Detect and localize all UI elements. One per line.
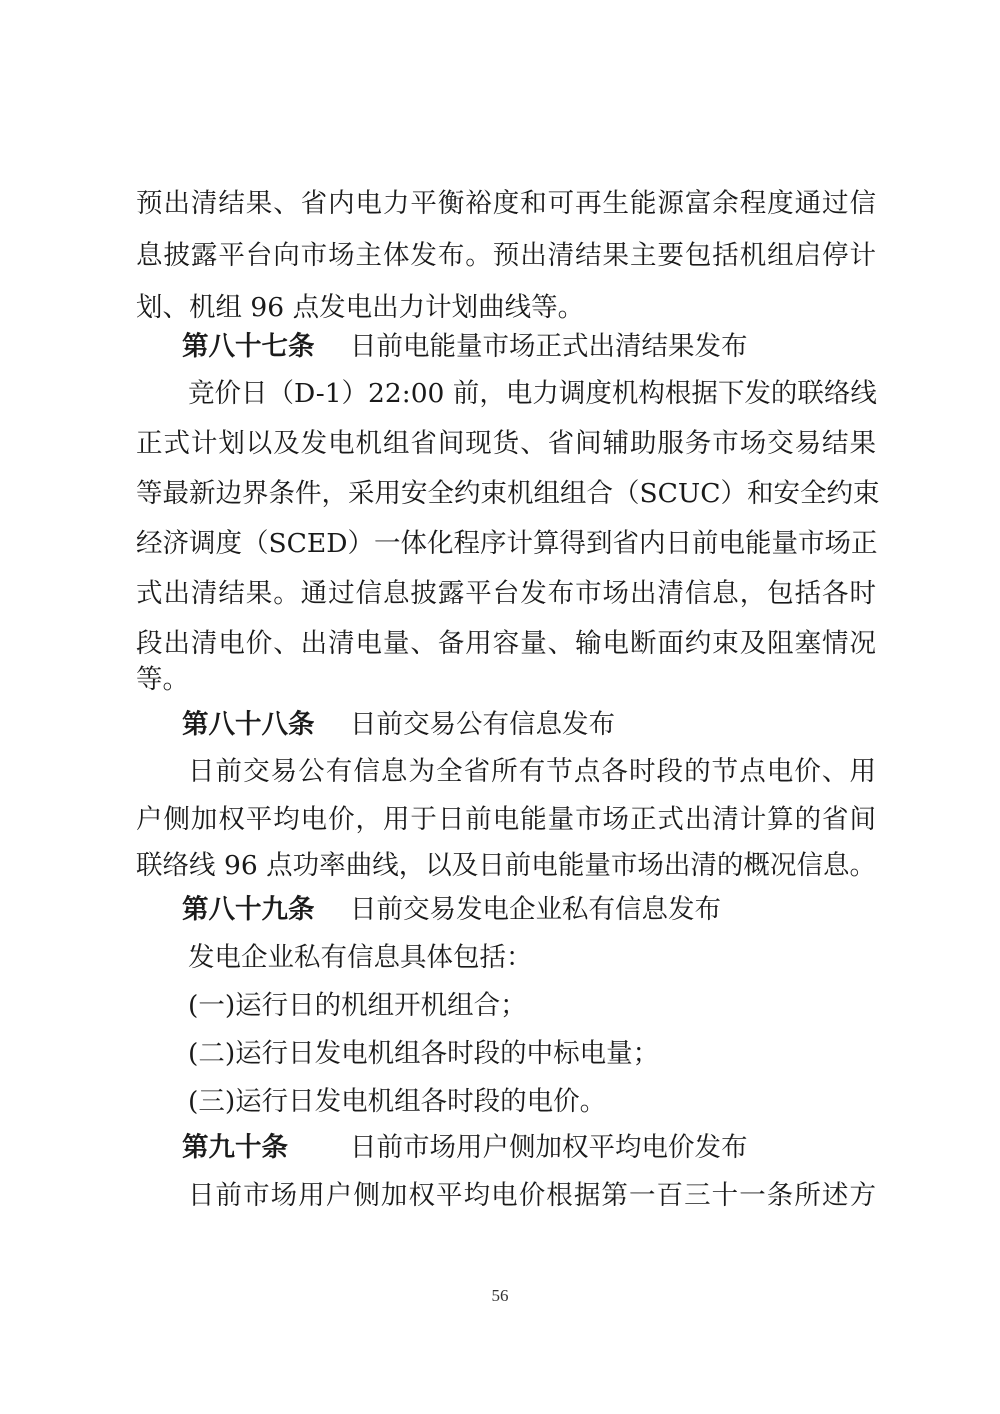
article-title: 日前交易公有信息发布 bbox=[350, 709, 615, 740]
article-number: 第八十九条 bbox=[182, 894, 315, 925]
body-line: 等最新边界条件，采用安全约束机组组合（SCUC）和安全约束 bbox=[136, 478, 880, 509]
article-heading-90 bbox=[182, 1128, 748, 1168]
body-line: 户侧加权平均电价，用于日前电能量市场正式出清计算的省间 bbox=[136, 804, 876, 835]
body-line: 预出清结果、省内电力平衡裕度和可再生能源富余程度通过信 bbox=[136, 188, 876, 219]
article-title: 日前电能量市场正式出清结果发布 bbox=[350, 331, 748, 362]
article-heading-87 bbox=[182, 327, 748, 367]
list-item: (二)运行日发电机组各时段的中标电量； bbox=[188, 1038, 660, 1069]
page-number: 56 bbox=[491, 1286, 509, 1305]
article-heading-88 bbox=[182, 705, 615, 745]
article-number: 第八十七条 bbox=[182, 331, 315, 362]
list-item: (三)运行日发电机组各时段的电价。 bbox=[188, 1086, 607, 1117]
article-title: 日前市场用户侧加权平均电价发布 bbox=[350, 1132, 748, 1163]
article-heading-89 bbox=[182, 890, 721, 930]
body-line: 息披露平台向市场主体发布。预出清结果主要包括机组启停计 bbox=[136, 240, 876, 271]
body-line: 划、机组 96 点发电出力计划曲线等。 bbox=[136, 292, 585, 323]
body-line: 经济调度（SCED）一体化程序计算得到省内日前电能量市场正 bbox=[136, 528, 878, 559]
body-line: 等。 bbox=[136, 664, 189, 695]
body-line: 日前市场用户侧加权平均电价根据第一百三十一条所述方 bbox=[188, 1180, 876, 1211]
body-line: 联络线 96 点功率曲线，以及日前电能量市场出清的概况信息。 bbox=[136, 850, 876, 881]
body-line: 发电企业私有信息具体包括： bbox=[188, 942, 533, 973]
article-number: 第九十条 bbox=[182, 1132, 288, 1163]
body-line: 竞价日（D-1）22:00 前，电力调度机构根据下发的联络线 bbox=[188, 378, 877, 409]
article-number: 第八十八条 bbox=[182, 709, 315, 740]
list-item: (一)运行日的机组开机组合； bbox=[188, 990, 527, 1021]
body-line: 段出清电价、出清电量、备用容量、输电断面约束及阻塞情况 bbox=[136, 628, 876, 659]
article-title: 日前交易发电企业私有信息发布 bbox=[350, 894, 721, 925]
body-line: 日前交易公有信息为全省所有节点各时段的节点电价、用 bbox=[188, 756, 876, 787]
body-line: 式出清结果。通过信息披露平台发布市场出清信息，包括各时 bbox=[136, 578, 876, 609]
body-line: 正式计划以及发电机组省间现货、省间辅助服务市场交易结果 bbox=[136, 428, 876, 459]
